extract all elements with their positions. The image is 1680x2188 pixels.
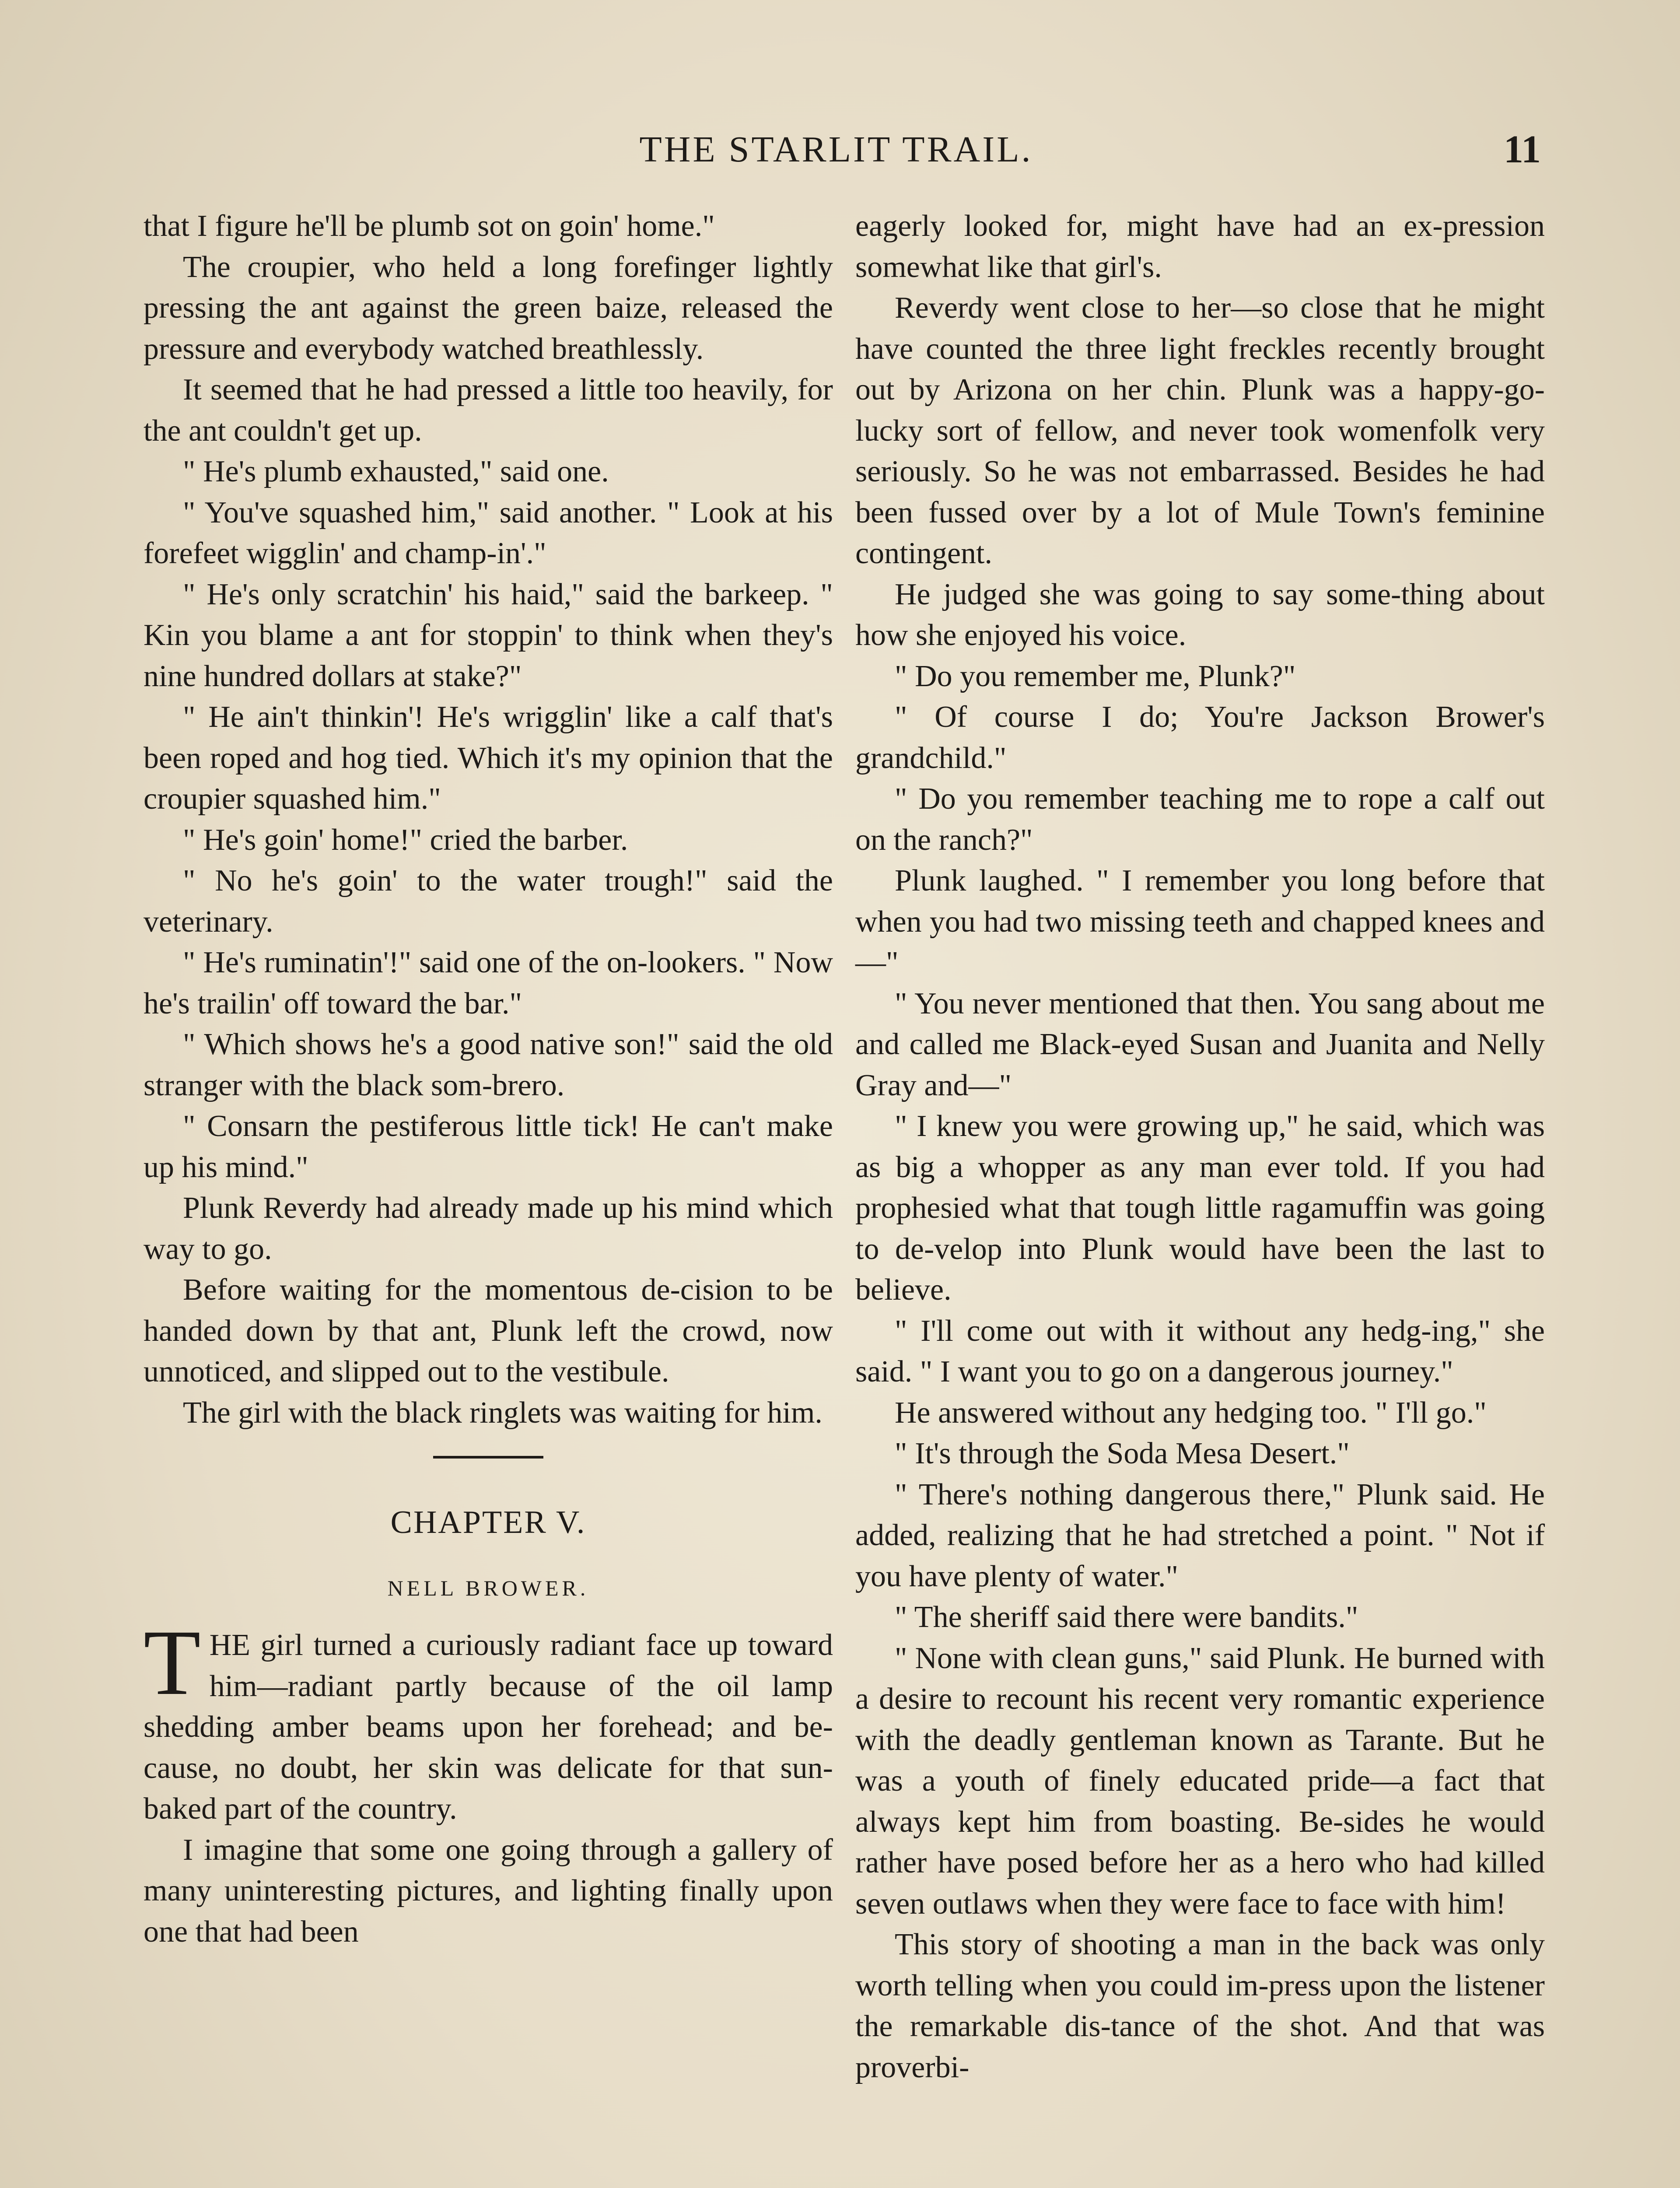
paragraph: " There's nothing dangerous there," Plunk said. He added, realizing that he had stretched a point. " Not if you have plenty of water." (855, 1477, 1545, 1593)
paragraph: " The sheriff said there were bandits." (895, 1600, 1358, 1634)
paragraph: eagerly looked for, might have had an ex-pression somewhat like that girl's. (855, 209, 1545, 284)
paragraph: " Which shows he's a good native son!" said the old stranger with the black som-brero. (144, 1027, 833, 1102)
paragraph: " He's goin' home!" cried the barber. (183, 823, 628, 857)
running-title: THE STARLIT TRAIL. (639, 129, 1033, 170)
paragraph: The croupier, who held a long forefinger lightly pressing the ant against the green baize, released the pressure and everybody watched breathlessly. (144, 250, 833, 366)
paragraph: " None with clean guns," said Plunk. He burned with a desire to recount his recent very romantic experience with the deadly gentleman known as Tarante. But he was a youth of finely educated pride—a fact that always kept him from boasting. Be-sides he would rather have posed before her as a hero who had killed seven outlaws when they were face to face with him! (855, 1641, 1545, 1921)
paragraph: " You never mentioned that then. You sang about me and called me Black-eyed Susan and Juanita and Nelly Gray and—" (855, 986, 1545, 1102)
paragraph: " He's plumb exhausted," said one. (183, 455, 609, 488)
page-number: 11 (1503, 128, 1541, 171)
paragraph: Plunk laughed. " I remember you long before that when you had two missing teeth and chapped knees and—" (855, 864, 1545, 979)
section-divider (433, 1456, 543, 1459)
paragraph: " Consarn the pestiferous little tick! He can't make up his mind." (144, 1109, 833, 1184)
paragraph: " He's ruminatin'!" said one of the on-lookers. " Now he's trailin' off toward the bar." (144, 946, 833, 1020)
paragraph: " Of course I do; You're Jackson Brower's grandchild." (855, 700, 1545, 775)
paragraph: " You've squashed him," said another. " Look at his forefeet wigglin' and champ-in'." (144, 495, 833, 570)
paragraph: The girl with the black ringlets was waiting for him. (183, 1396, 822, 1430)
paragraph: Before waiting for the momentous de-cision to be handed down by that ant, Plunk left the crowd, now unnoticed, and slipped out to the vestibule. (144, 1273, 833, 1389)
drop-cap: T (144, 1611, 201, 1715)
paragraph: " I knew you were growing up," he said, which was as big a whopper as any man ever told. If you had prophesied what that tough little ragamuffin was going to de-velop into Plunk would have been the last to believe. (855, 1109, 1545, 1307)
paragraph: " It's through the Soda Mesa Desert." (895, 1437, 1350, 1470)
paragraph: " He ain't thinkin'! He's wrigglin' like a calf that's been roped and hog tied. Which it's my opinion that the croupier squashed him." (144, 700, 833, 816)
chapter-heading: CHAPTER V. (390, 1504, 586, 1540)
chapter-first-paragraph (144, 1611, 833, 1830)
chapter-subtitle: NELL BROWER. (387, 1576, 589, 1600)
paragraph: It seemed that he had pressed a little too heavily, for the ant couldn't get up. (144, 373, 833, 448)
paragraph: This story of shooting a man in the back was only worth telling when you could im-press upon the listener the remarkable dis-tance of the shot. And that was proverbi- (855, 1928, 1545, 2084)
paragraph: Reverdy went close to her—so close that he might have counted the three light freckles recently brought out by Arizona on her chin. Plunk was a happy-go-lucky sort of fellow, and never took womenfolk very seriously. So he was not embarrassed. Besides he had been fussed over by a lot of Mule Town's feminine contingent. (855, 291, 1545, 570)
paragraph: " No he's goin' to the water trough!" said the veterinary. (144, 864, 833, 939)
paragraph: " I'll come out with it without any hedg-ing," she said. " I want you to go on a dangerous journey." (855, 1314, 1545, 1389)
paragraph: " Do you remember me, Plunk?" (895, 659, 1296, 693)
paragraph: He judged she was going to say some-thing about how she enjoyed his voice. (855, 577, 1545, 652)
paragraph: that I figure he'll be plumb sot on goin' home." (144, 209, 715, 243)
paragraph: He answered without any hedging too. " I'll go." (895, 1396, 1487, 1430)
paragraph: " He's only scratchin' his haid," said the barkeep. " Kin you blame a ant for stoppin' to think when they's nine hundred dollars at stake?" (144, 577, 833, 693)
paragraph: " Do you remember teaching me to rope a calf out on the ranch?" (855, 782, 1545, 857)
page-header (131, 123, 1541, 176)
left-column (144, 206, 833, 1952)
paragraph: I imagine that some one going through a gallery of many uninteresting pictures, and lighting finally upon one that had been (144, 1833, 833, 1949)
right-column (855, 206, 1545, 2088)
paragraph: Plunk Reverdy had already made up his mind which way to go. (144, 1191, 833, 1266)
chapter-first-paragraph-text: HE girl turned a curiously radiant face up toward him—radiant partly because of the oil lamp shedding amber beams upon her forehead; and be-cause, no doubt, her skin was delicate for that sun-baked part of the country. (144, 1628, 833, 1826)
